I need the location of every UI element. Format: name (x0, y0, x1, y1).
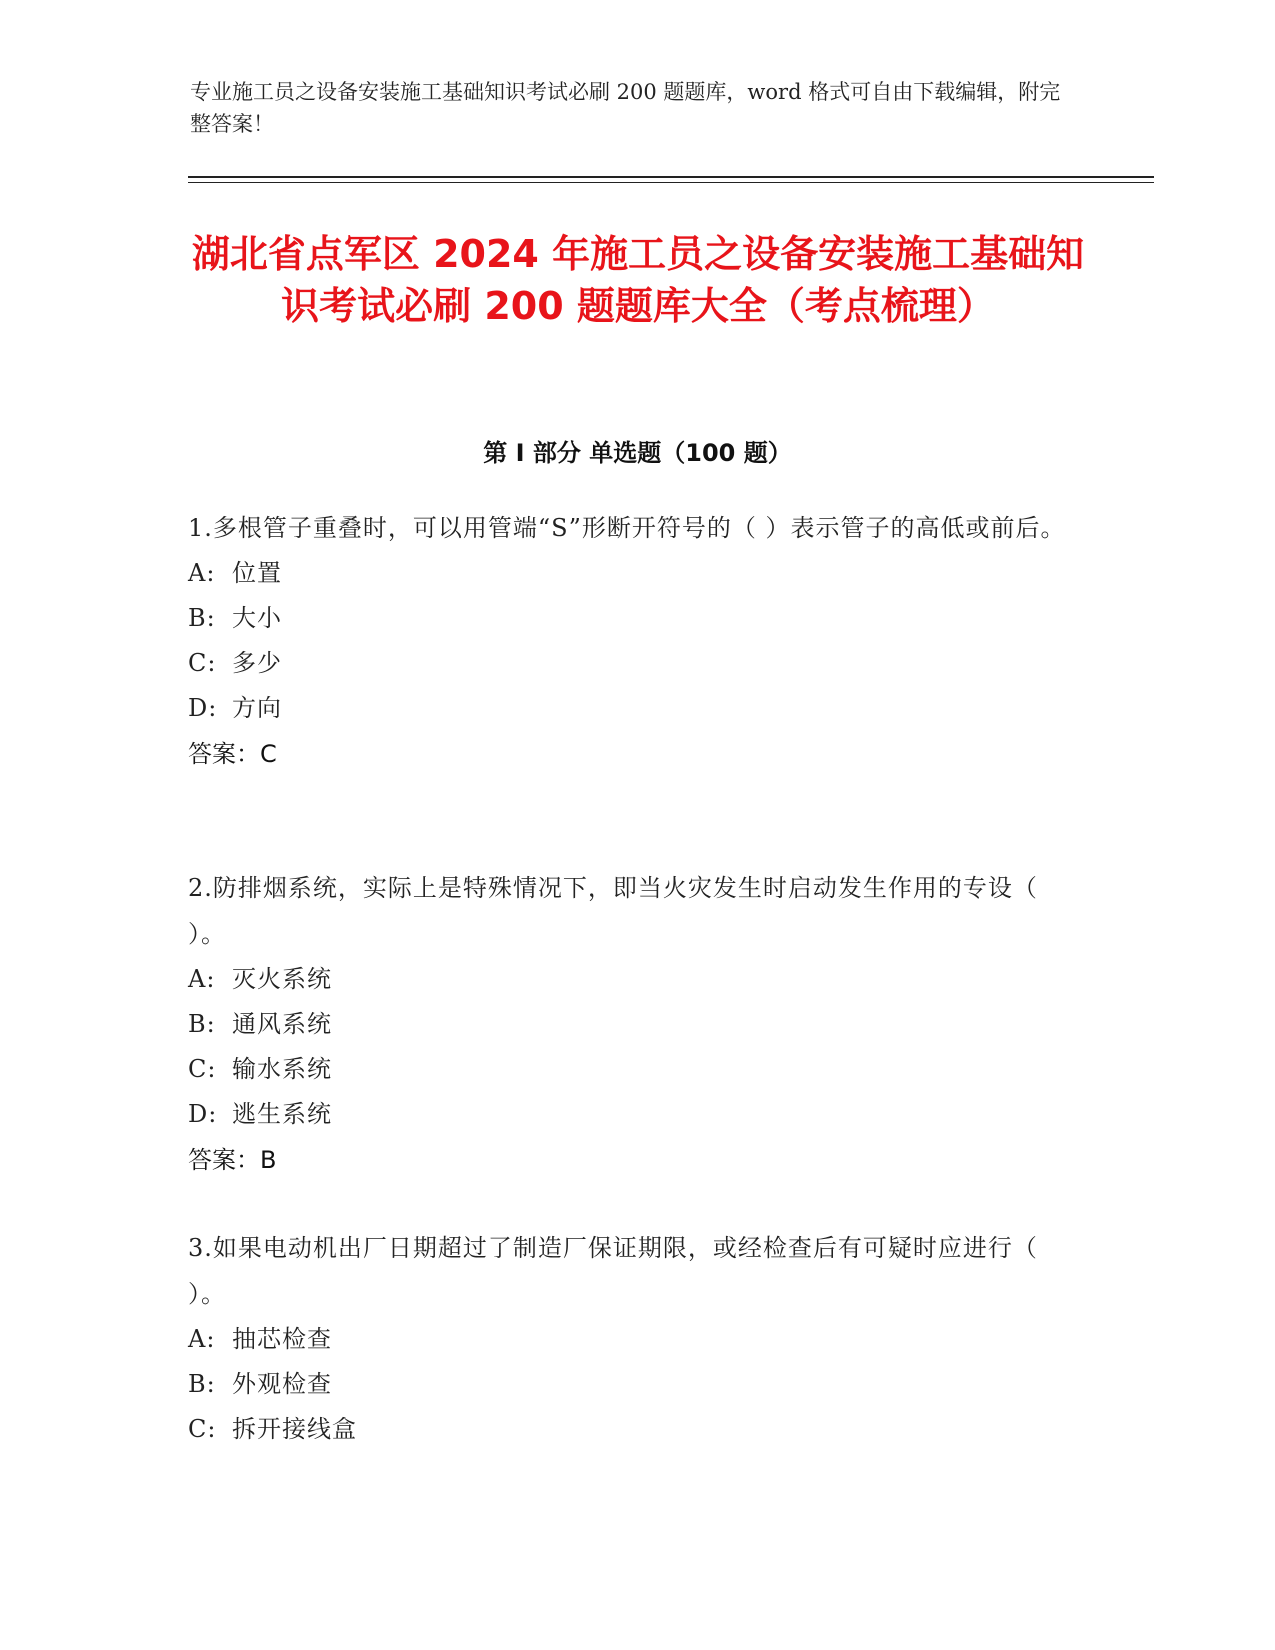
header-note: 专业施工员之设备安装施工基础知识考试必刷 200 题题库，word 格式可自由下载编辑，附完整答案！ (190, 80, 1061, 136)
question-stem: 1.多根管子重叠时，可以用管端“S”形断开符号的（ ）表示管子的高低或前后。 (188, 514, 1066, 542)
question-stem: 3.如果电动机出厂日期超过了制造厂保证期限，或经检查后有可疑时应进行（ ）。 (188, 1234, 1038, 1308)
question-option-d (188, 686, 1068, 731)
option-key: C: (188, 1055, 217, 1083)
option-text: 方向 (232, 694, 282, 722)
question-2 (188, 865, 1068, 1183)
option-text: 通风系统 (232, 1010, 332, 1038)
option-key: A: (188, 1325, 216, 1353)
question-option-b (188, 1002, 1068, 1047)
question-1 (188, 505, 1068, 777)
option-key: B: (188, 1370, 216, 1398)
option-key: A: (188, 965, 216, 993)
section-title: 第 I 部分 单选题（100 题） (483, 439, 792, 467)
question-3 (188, 1225, 1068, 1452)
question-option-b (188, 596, 1068, 641)
question-option-a (188, 957, 1068, 1002)
question-stem: 2.防排烟系统，实际上是特殊情况下，即当火灾发生时启动发生作用的专设（ ）。 (188, 874, 1038, 948)
question-option-a (188, 1317, 1068, 1362)
option-key: B: (188, 1010, 216, 1038)
option-text: 外观检查 (232, 1370, 332, 1398)
option-text: 输水系统 (232, 1055, 332, 1083)
option-text: 拆开接线盒 (232, 1415, 357, 1443)
question-option-b (188, 1362, 1068, 1407)
option-text: 抽芯检查 (232, 1325, 332, 1353)
option-key: C: (188, 649, 217, 677)
document-title: 湖北省点军区 2024 年施工员之设备安装施工基础知识考试必刷 200 题题库大全（考点梳理） (191, 232, 1085, 328)
option-key: D: (188, 1100, 218, 1128)
question-option-c (188, 1047, 1068, 1092)
header-divider-thin (188, 182, 1154, 183)
option-text: 大小 (232, 604, 282, 632)
header-divider-thick (188, 176, 1154, 178)
option-key: C: (188, 1415, 217, 1443)
question-answer: 答案：B (188, 1146, 277, 1174)
option-key: B: (188, 604, 216, 632)
option-key: A: (188, 559, 216, 587)
question-option-c (188, 1407, 1068, 1452)
question-option-d (188, 1092, 1068, 1137)
option-text: 位置 (232, 559, 282, 587)
option-key: D: (188, 694, 218, 722)
question-option-c (188, 641, 1068, 686)
question-option-a (188, 551, 1068, 596)
option-text: 逃生系统 (232, 1100, 332, 1128)
question-answer: 答案：C (188, 740, 277, 768)
option-text: 多少 (232, 649, 282, 677)
option-text: 灭火系统 (232, 965, 332, 993)
